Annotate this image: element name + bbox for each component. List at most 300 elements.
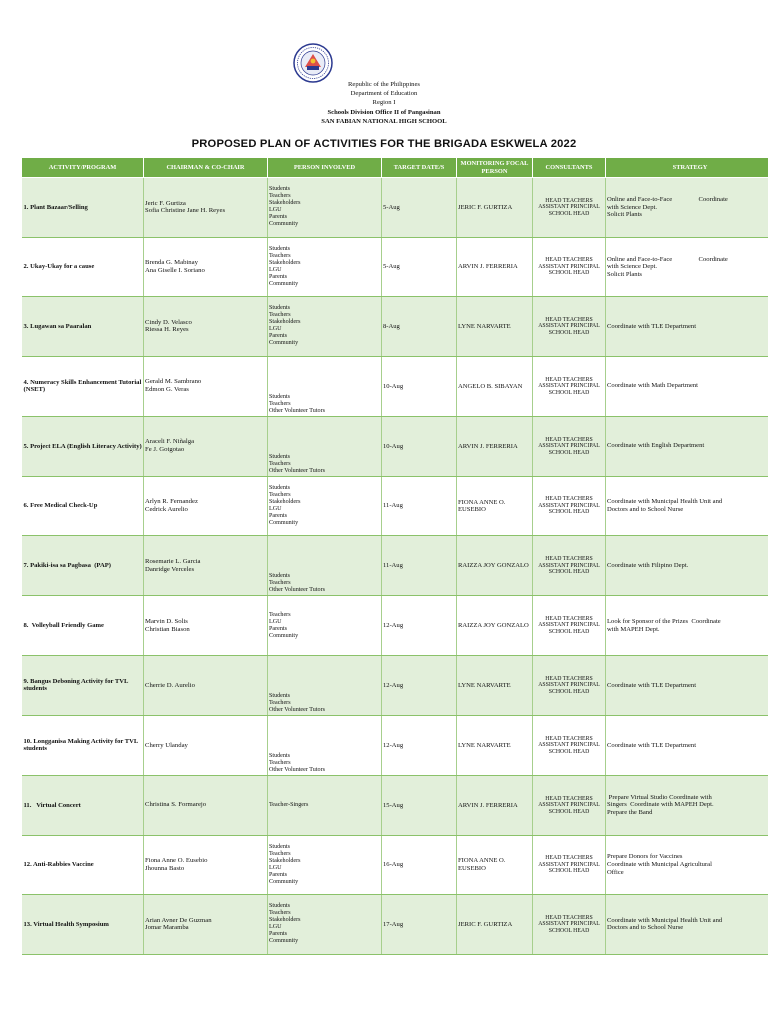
- activity-name: 8. Volleyball Friendly Game: [23, 621, 104, 629]
- person-group: Stakeholders: [269, 259, 301, 266]
- person-group: Stakeholders: [269, 319, 301, 326]
- consultants-cell: [533, 895, 606, 955]
- focal-cell: [457, 178, 533, 238]
- date-cell: [382, 536, 457, 596]
- target-date: 5-Aug: [383, 203, 400, 211]
- strategy-cell: [606, 775, 768, 835]
- consultant: SCHOOL HEAD: [548, 569, 590, 576]
- table-row: [22, 895, 768, 955]
- consultants-cell: [533, 178, 606, 238]
- focal-person: ARVIN J. FERRERIA: [458, 442, 518, 450]
- persons-cell: [268, 237, 382, 297]
- activity-name: 10. Longganisa Making Activity for TVL students: [23, 738, 140, 753]
- person-group: Parents: [269, 625, 287, 632]
- persons-list: [269, 536, 380, 595]
- strategy-line: Coordinate with Filipino Dept.: [607, 562, 689, 570]
- persons-cell: [268, 895, 382, 955]
- strategy-cell: [606, 536, 768, 596]
- persons-list: [269, 895, 380, 953]
- letterhead-school: SAN FABIAN NATIONAL HIGH SCHOOL: [321, 117, 447, 125]
- person-group: LGU: [269, 207, 282, 214]
- person-group: Students: [269, 393, 290, 400]
- chair-name: Riessa H. Reyes: [145, 326, 189, 334]
- target-date: 17-Aug: [383, 920, 404, 928]
- strategy-cell: [606, 596, 768, 656]
- persons-list: [269, 776, 380, 834]
- person-group: Parents: [269, 931, 287, 938]
- consultants-cell: [533, 835, 606, 895]
- focal-cell: [457, 237, 533, 297]
- strategy-line: Online and Face-to-Face Coordinate: [607, 255, 728, 263]
- focal-person: FIONA ANNE O. EUSEBIO: [458, 857, 506, 872]
- strategy-cell: [606, 237, 768, 297]
- persons-cell: [268, 835, 382, 895]
- activity-cell: [22, 476, 144, 536]
- person-group: Community: [269, 221, 299, 228]
- date-cell: [382, 715, 457, 775]
- date-cell: [382, 178, 457, 238]
- person-group: Stakeholders: [269, 917, 301, 924]
- chair-name: Brenda G. Mabinay: [145, 259, 198, 267]
- consultant: SCHOOL HEAD: [548, 628, 590, 635]
- focal-person: LYNE NARVARTE: [458, 741, 511, 749]
- activity-cell: [22, 416, 144, 476]
- chair-name: Gerald M. Sambrano: [145, 378, 202, 386]
- activity-cell: [22, 536, 144, 596]
- chair-name: Ana Giselle I. Soriano: [145, 266, 205, 274]
- strategy-line: Coordinate with Municipal Health Unit and: [607, 498, 723, 506]
- consultant: HEAD TEACHERS: [545, 855, 593, 862]
- target-date: 5-Aug: [383, 263, 400, 271]
- strategy-line: Office: [607, 868, 624, 876]
- person-group: Teachers: [269, 252, 291, 259]
- person-group: Teachers: [269, 580, 291, 587]
- chair-name: Christina S. Formarejo: [145, 801, 207, 809]
- activity-name: 7. Pakiki-isa sa Pagbasa (PAP): [23, 562, 111, 570]
- persons-list: [269, 836, 380, 894]
- persons-list: [269, 716, 380, 775]
- chair-cell: [144, 476, 268, 536]
- focal-person: ARVIN J. FERRERIA: [458, 263, 518, 271]
- activity-name: 13. Virtual Health Symposium: [23, 920, 109, 928]
- chair-name: Fiona Anne O. Eusebio: [145, 857, 208, 865]
- letterhead-line: Region I: [372, 99, 396, 107]
- chair-name: Cindy D. Velasco: [145, 318, 192, 326]
- consultant: SCHOOL HEAD: [548, 509, 590, 516]
- target-date: 8-Aug: [383, 322, 400, 330]
- consultant: HEAD TEACHERS: [545, 615, 593, 622]
- activity-name: 1. Plant Bazaar/Selling: [23, 203, 88, 211]
- consultant: HEAD TEACHERS: [545, 795, 593, 802]
- chair-cell: [144, 178, 268, 238]
- date-cell: [382, 237, 457, 297]
- chair-cell: [144, 775, 268, 835]
- strategy-line: Online and Face-to-Face Coordinate: [607, 195, 728, 203]
- consultant: SCHOOL HEAD: [548, 270, 590, 277]
- letterhead: [0, 80, 768, 126]
- chair-name: Cedrick Aurelio: [145, 506, 188, 514]
- date-cell: [382, 655, 457, 715]
- activity-cell: [22, 895, 144, 955]
- activity-cell: [22, 178, 144, 238]
- person-group: Community: [269, 632, 299, 639]
- person-group: Teachers: [269, 400, 291, 407]
- person-group: Community: [269, 280, 299, 287]
- consultants-cell: [533, 416, 606, 476]
- activity-name: 9. Bangus Deboning Activity for TVL students: [23, 678, 130, 693]
- person-group: Stakeholders: [269, 857, 301, 864]
- chair-cell: [144, 596, 268, 656]
- person-group: Teachers: [269, 910, 291, 917]
- person-group: Teachers: [269, 759, 291, 766]
- consultant: HEAD TEACHERS: [545, 735, 593, 742]
- strategy-line: Coordinate with Municipal Health Unit and: [607, 916, 723, 924]
- person-group: Community: [269, 520, 299, 527]
- strategy-cell: [606, 895, 768, 955]
- col-header-strategy: STRATEGY: [606, 158, 768, 178]
- date-cell: [382, 835, 457, 895]
- focal-cell: [457, 476, 533, 536]
- person-group: Other Volunteer Tutors: [269, 766, 325, 773]
- focal-cell: [457, 356, 533, 416]
- consultants-cell: [533, 715, 606, 775]
- consultants-cell: [533, 655, 606, 715]
- activity-name: 5. Project ELA (English Literacy Activity): [23, 442, 142, 450]
- consultant: HEAD TEACHERS: [545, 436, 593, 443]
- letterhead-line: Republic of the Philippines: [348, 81, 420, 88]
- chair-name: Arian Avner De Guzman: [145, 916, 212, 924]
- table-row: [22, 536, 768, 596]
- table-row: [22, 775, 768, 835]
- table-row: [22, 596, 768, 656]
- date-cell: [382, 775, 457, 835]
- persons-list: [269, 656, 380, 715]
- person-group: Other Volunteer Tutors: [269, 467, 325, 474]
- strategy-line: Solicit Plants: [607, 211, 642, 219]
- consultant: ASSISTANT PRINCIPAL: [538, 622, 600, 629]
- person-group: Students: [269, 752, 290, 759]
- person-group: Teachers: [269, 312, 291, 319]
- person-group: Teachers: [269, 193, 291, 200]
- letterhead-division: Schools Division Office II of Pangasinan: [327, 108, 441, 116]
- chair-cell: [144, 237, 268, 297]
- focal-person: RAIZZA JOY GONZALO: [458, 562, 529, 570]
- consultant: SCHOOL HEAD: [548, 329, 590, 336]
- date-cell: [382, 895, 457, 955]
- chair-name: Jhounna Basto: [145, 864, 185, 872]
- person-group: Students: [269, 903, 290, 910]
- consultants-cell: [533, 775, 606, 835]
- focal-person: RAIZZA JOY GONZALO: [458, 621, 529, 629]
- persons-cell: [268, 476, 382, 536]
- table-row: [22, 476, 768, 536]
- chair-name: Danridge Verceles: [145, 565, 195, 573]
- consultants-cell: [533, 536, 606, 596]
- chair-name: Araceli F. Niñalga: [145, 438, 195, 446]
- person-group: Other Volunteer Tutors: [269, 706, 325, 713]
- consultant: SCHOOL HEAD: [548, 868, 590, 875]
- person-group: LGU: [269, 506, 282, 513]
- person-group: LGU: [269, 326, 282, 333]
- table-row: [22, 835, 768, 895]
- strategy-line: Prepare Virtual Studio Coordinate with: [607, 793, 712, 801]
- persons-cell: [268, 178, 382, 238]
- focal-cell: [457, 655, 533, 715]
- focal-cell: [457, 775, 533, 835]
- consultant: HEAD TEACHERS: [545, 556, 593, 563]
- document-title: PROPOSED PLAN OF ACTIVITIES FOR THE BRIGADA ESKWELA 2022: [191, 138, 577, 150]
- persons-list: [269, 477, 380, 535]
- focal-cell: [457, 536, 533, 596]
- strategy-line: Singers Coordinate with MAPEH Dept.: [607, 801, 714, 809]
- activity-name: 12. Anti-Rabbies Vaccine: [23, 861, 94, 869]
- table-row: [22, 416, 768, 476]
- col-header-chair: CHAIRMAN & CO-CHAIR: [144, 158, 268, 178]
- persons-list: [269, 178, 380, 236]
- persons-list: [269, 417, 380, 476]
- person-group: Community: [269, 878, 299, 885]
- strategy-line: Prepare the Band: [607, 809, 653, 817]
- date-cell: [382, 297, 457, 357]
- consultant: ASSISTANT PRINCIPAL: [538, 921, 600, 928]
- person-group: Parents: [269, 513, 287, 520]
- deped-seal-logo: [293, 43, 333, 83]
- chair-name: Marvin D. Solis: [145, 617, 188, 625]
- chair-cell: [144, 416, 268, 476]
- activity-name: 6. Free Medical Check-Up: [23, 502, 98, 510]
- strategy-line: Coordinate with TLE Department: [607, 322, 697, 330]
- consultant: ASSISTANT PRINCIPAL: [538, 443, 600, 450]
- persons-list: [269, 238, 380, 296]
- person-group: Students: [269, 305, 290, 312]
- chair-name: Rosemarie L. Garcia: [145, 558, 201, 566]
- activity-cell: [22, 775, 144, 835]
- table-row: [22, 655, 768, 715]
- persons-cell: [268, 596, 382, 656]
- chair-name: Arlyn R. Fernandez: [145, 498, 198, 506]
- focal-person: LYNE NARVARTE: [458, 322, 511, 330]
- persons-cell: [268, 655, 382, 715]
- chair-cell: [144, 715, 268, 775]
- activities-table: [21, 157, 768, 955]
- consultant: ASSISTANT PRINCIPAL: [538, 682, 600, 689]
- col-header-persons: PERSON INVOLVED: [268, 158, 382, 178]
- chair-cell: [144, 297, 268, 357]
- focal-person: JERIC F. GURTIZA: [458, 203, 513, 211]
- person-group: LGU: [269, 266, 282, 273]
- persons-cell: [268, 536, 382, 596]
- strategy-cell: [606, 835, 768, 895]
- chair-cell: [144, 655, 268, 715]
- focal-person: JERIC F. GURTIZA: [458, 920, 513, 928]
- chair-cell: [144, 895, 268, 955]
- consultants-cell: [533, 356, 606, 416]
- activity-cell: [22, 237, 144, 297]
- strategy-line: Coordinate with Municipal Agricultural: [607, 861, 712, 869]
- date-cell: [382, 416, 457, 476]
- consultant: HEAD TEACHERS: [545, 496, 593, 503]
- consultants-cell: [533, 476, 606, 536]
- focal-person: ANGELO B. SIBAYAN: [458, 382, 523, 390]
- person-group: Teachers: [269, 460, 291, 467]
- chair-name: Edmon G. Veras: [145, 386, 189, 394]
- persons-list: [269, 297, 380, 355]
- focal-cell: [457, 297, 533, 357]
- chair-name: Cherrie D. Aurelio: [145, 681, 195, 689]
- strategy-line: Look for Sponsor of the Prizes Coordinate: [607, 618, 721, 626]
- focal-cell: [457, 715, 533, 775]
- consultant: HEAD TEACHERS: [545, 316, 593, 323]
- target-date: 11-Aug: [383, 502, 403, 510]
- date-cell: [382, 476, 457, 536]
- strategy-line: with Science Dept.: [607, 203, 657, 211]
- strategy-line: Prepare Donors for Vaccines: [607, 853, 683, 861]
- person-group: Students: [269, 186, 290, 193]
- activity-cell: [22, 655, 144, 715]
- strategy-line: with MAPEH Dept.: [607, 625, 660, 633]
- strategy-line: with Science Dept.: [607, 263, 657, 271]
- activity-cell: [22, 356, 144, 416]
- table-row: [22, 178, 768, 238]
- chair-cell: [144, 835, 268, 895]
- strategy-cell: [606, 476, 768, 536]
- person-group: Teachers: [269, 850, 291, 857]
- target-date: 16-Aug: [383, 861, 404, 869]
- strategy-cell: [606, 297, 768, 357]
- person-group: Parents: [269, 333, 287, 340]
- focal-person: LYNE NARVARTE: [458, 681, 511, 689]
- activity-name: 11. Virtual Concert: [23, 801, 81, 809]
- target-date: 15-Aug: [383, 801, 404, 809]
- consultant: HEAD TEACHERS: [545, 675, 593, 682]
- strategy-line: Coordinate with Math Department: [607, 382, 699, 390]
- strategy-line: Coordinate with TLE Department: [607, 681, 697, 689]
- letterhead-line: Department of Education: [350, 90, 418, 98]
- strategy-line: Doctors and to School Nurse: [607, 924, 684, 932]
- consultant: HEAD TEACHERS: [545, 197, 593, 204]
- strategy-cell: [606, 416, 768, 476]
- person-group: Students: [269, 692, 290, 699]
- person-group: Teacher-Singers: [269, 801, 309, 808]
- person-group: Community: [269, 340, 299, 347]
- target-date: 10-Aug: [383, 442, 404, 450]
- activity-cell: [22, 297, 144, 357]
- person-group: Teachers: [269, 611, 291, 618]
- person-group: Parents: [269, 871, 287, 878]
- focal-person: ARVIN J. FERRERIA: [458, 801, 518, 809]
- strategy-cell: [606, 655, 768, 715]
- consultant: SCHOOL HEAD: [548, 748, 590, 755]
- chair-cell: [144, 536, 268, 596]
- chair-name: Sofia Christine Jane H. Reyes: [145, 207, 226, 215]
- chair-name: Christian Biason: [145, 625, 190, 633]
- table-row: [22, 297, 768, 357]
- persons-cell: [268, 775, 382, 835]
- consultant: ASSISTANT PRINCIPAL: [538, 263, 600, 270]
- persons-cell: [268, 297, 382, 357]
- consultant: SCHOOL HEAD: [548, 210, 590, 217]
- col-header-focal: MONITORING FOCAL PERSON: [457, 158, 533, 178]
- col-header-consultants: CONSULTANTS: [533, 158, 606, 178]
- consultant: SCHOOL HEAD: [548, 688, 590, 695]
- activity-name: 4. Numeracy Skills Enhancement Tutorial (NSET): [23, 378, 143, 394]
- date-cell: [382, 596, 457, 656]
- table-row: [22, 237, 768, 297]
- person-group: Students: [269, 245, 290, 252]
- person-group: Parents: [269, 214, 287, 221]
- table-row: [22, 715, 768, 775]
- activity-cell: [22, 715, 144, 775]
- persons-cell: [268, 356, 382, 416]
- person-group: Students: [269, 573, 290, 580]
- consultant: HEAD TEACHERS: [545, 376, 593, 383]
- chair-name: Cherry Ulanday: [145, 741, 188, 749]
- person-group: Stakeholders: [269, 200, 301, 207]
- person-group: LGU: [269, 618, 282, 625]
- target-date: 12-Aug: [383, 621, 404, 629]
- person-group: LGU: [269, 864, 282, 871]
- consultant: ASSISTANT PRINCIPAL: [538, 502, 600, 509]
- activity-name: 2. Ukay-Ukay for a cause: [23, 263, 95, 271]
- consultant: ASSISTANT PRINCIPAL: [538, 323, 600, 330]
- consultant: SCHOOL HEAD: [548, 927, 590, 934]
- strategy-cell: [606, 178, 768, 238]
- consultants-cell: [533, 237, 606, 297]
- consultants-cell: [533, 297, 606, 357]
- consultant: ASSISTANT PRINCIPAL: [538, 802, 600, 809]
- chair-name: Jeric F. Gurtiza: [145, 199, 186, 207]
- strategy-line: Coordinate with TLE Department: [607, 741, 697, 749]
- consultant: SCHOOL HEAD: [548, 389, 590, 396]
- focal-person: FIONA ANNE O. EUSEBIO: [458, 498, 506, 514]
- person-group: Parents: [269, 273, 287, 280]
- table-row: [22, 356, 768, 416]
- consultant: SCHOOL HEAD: [548, 808, 590, 815]
- consultants-cell: [533, 596, 606, 656]
- consultant: ASSISTANT PRINCIPAL: [538, 562, 600, 569]
- focal-cell: [457, 835, 533, 895]
- activity-cell: [22, 835, 144, 895]
- target-date: 11-Aug: [383, 562, 403, 570]
- person-group: Students: [269, 485, 290, 492]
- col-header-activity: ACTIVITY/PROGRAM: [22, 158, 144, 178]
- consultant: HEAD TEACHERS: [545, 257, 593, 264]
- strategy-line: Doctors and to School Nurse: [607, 506, 684, 514]
- date-cell: [382, 356, 457, 416]
- strategy-line: Coordinate with English Department: [607, 442, 705, 450]
- strategy-cell: [606, 715, 768, 775]
- consultant: SCHOOL HEAD: [548, 449, 590, 456]
- target-date: 12-Aug: [383, 681, 404, 689]
- person-group: Teachers: [269, 492, 291, 499]
- focal-cell: [457, 416, 533, 476]
- consultant: ASSISTANT PRINCIPAL: [538, 204, 600, 211]
- person-group: Other Volunteer Tutors: [269, 407, 325, 414]
- chair-cell: [144, 356, 268, 416]
- chair-name: Jomar Maramba: [145, 924, 189, 932]
- activity-cell: [22, 596, 144, 656]
- consultant: HEAD TEACHERS: [545, 914, 593, 921]
- target-date: 12-Aug: [383, 741, 404, 749]
- person-group: Teachers: [269, 699, 291, 706]
- person-group: Other Volunteer Tutors: [269, 587, 325, 594]
- col-header-date: TARGET DATE/S: [382, 158, 457, 178]
- consultant: ASSISTANT PRINCIPAL: [538, 861, 600, 868]
- persons-list: [269, 597, 380, 655]
- person-group: Students: [269, 843, 290, 850]
- person-group: Students: [269, 453, 290, 460]
- persons-cell: [268, 416, 382, 476]
